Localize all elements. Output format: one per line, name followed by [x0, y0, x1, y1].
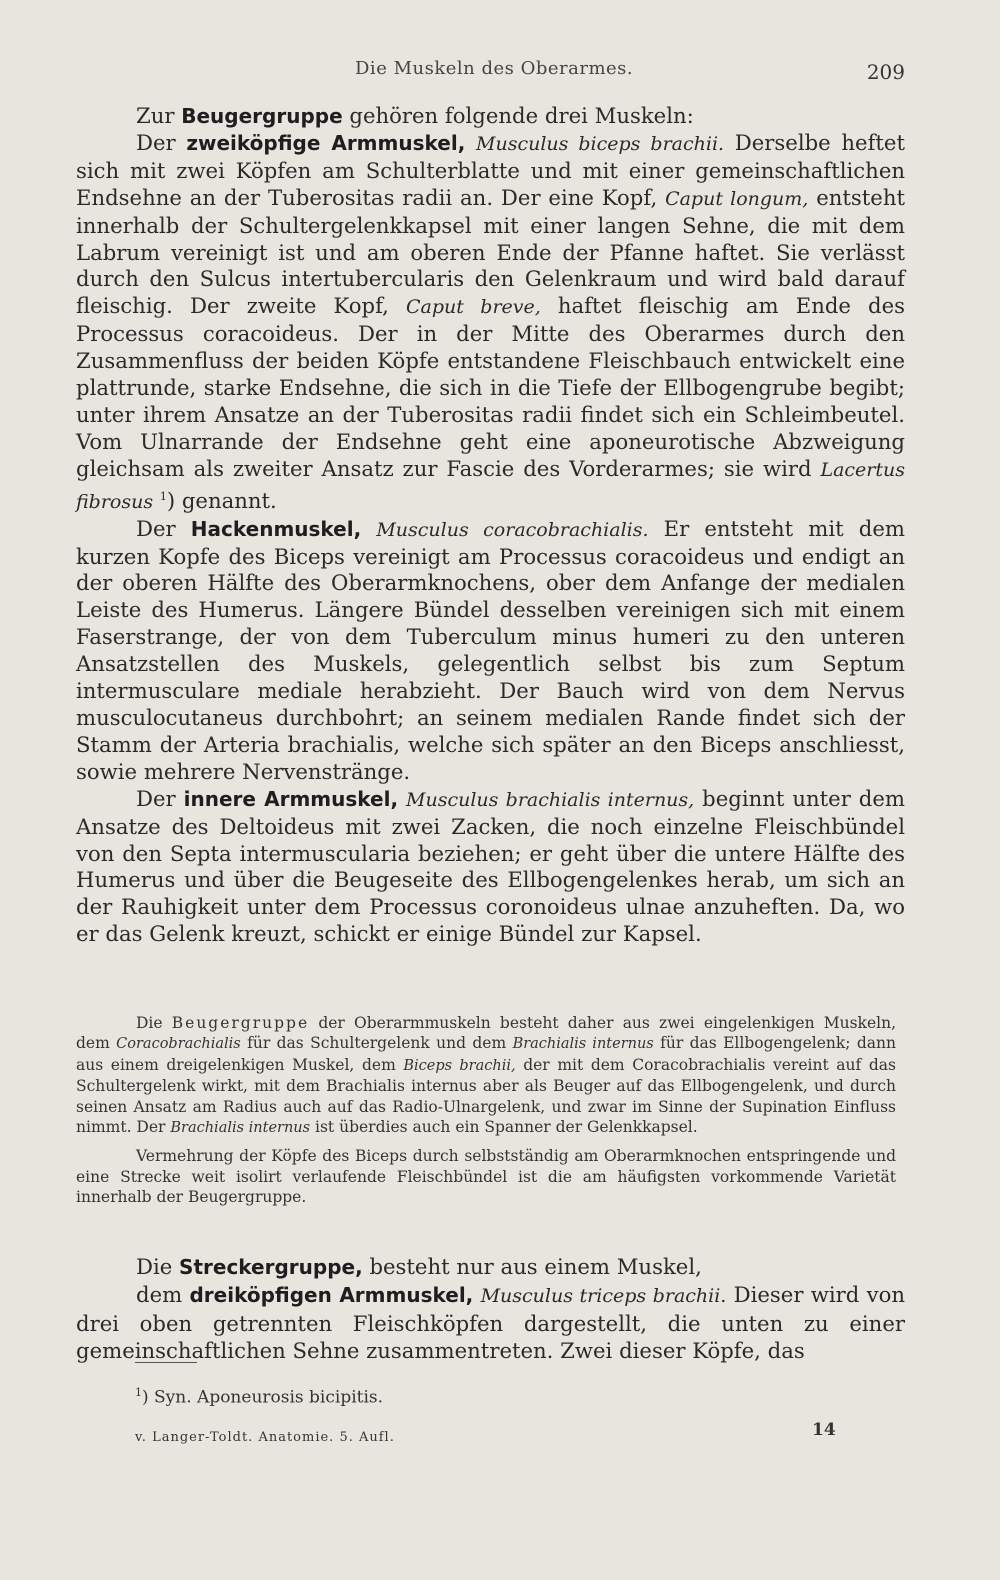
text-run: für das Schultergelenk und dem — [240, 1034, 513, 1053]
latin-term: Biceps brachii, — [403, 1057, 516, 1074]
text-run: für das Ellbogengelenk; dann aus einem dreigelenkigen Muskel, dem — [76, 1034, 897, 1074]
section-streckergruppe — [76, 1253, 905, 1364]
paragraph-biceps — [76, 130, 905, 516]
text-run: ist überdies auch ein Spanner der Gelenkkapsel. — [310, 1118, 698, 1137]
text-run: Zur — [136, 103, 182, 128]
text-run: Er entsteht mit dem kurzen Kopfe des Biceps vereinigt am Processus coracoideus und endigt an der oberen Hälfte des Oberarmknochens, ober dem Anfange der medialen Leiste des Humerus. Längere Bündel desselben vereinigen sich mit einem Faserstrange, der von dem Tuberculum minus humeri zu den unteren Ansatzstellen des Muskels, gelegentlich selbst bis zum Septum intermusculare mediale herabzieht. Der Bauch wird von dem Nervus musculocutaneus durchbohrt; an seinem medialen Rande findet sich der Stamm der Arteria brachialis, welche sich später an den Biceps anschliesst, sowie mehrere Nervenstränge. — [76, 515, 905, 784]
footnote-ref[interactable]: 1 — [159, 489, 167, 503]
text-run: Der — [136, 129, 187, 155]
latin-term: Coracobrachialis — [116, 1036, 241, 1053]
latin-term: Brachialis internus — [170, 1120, 311, 1137]
note-beugergruppe-summary — [76, 1013, 896, 1138]
footnote-mark: 1 — [135, 1386, 142, 1399]
latin-term: Caput breve, — [405, 296, 541, 319]
text-run: beginnt unter dem Ansatze des Deltoideus mit zwei Zacken, die noch einzelne Fleischbündel von den Septa intermuscularia beziehen; er geht über die untere Hälfte des Humerus und über die Beugeseite des Ellbogengelenkes herab, um sich an der Rauhigkeit unter dem Processus coronoideus ulnae anzuheften. Da, wo er das Gelenk kreuzt, schickt er einige Bündel zur Kapsel. — [76, 785, 905, 947]
latin-term: Musculus biceps brachii. — [476, 132, 725, 155]
small-print-notes — [76, 1013, 896, 1216]
spaced-term: Beugergruppe — [171, 1014, 310, 1032]
running-title: Die Muskeln des Oberarmes. — [355, 58, 634, 79]
heading-coracobrachialis: Hackenmuskel, — [190, 516, 362, 541]
text-run: Die — [136, 1014, 172, 1032]
latin-term: Musculus brachialis internus, — [406, 788, 695, 811]
text-run: Die — [136, 1254, 180, 1279]
latin-term: Brachialis internus — [512, 1036, 654, 1053]
heading-streckergruppe: Streckergruppe, — [179, 1255, 363, 1279]
text-run: besteht nur aus einem Muskel, — [362, 1254, 702, 1279]
heading-brachialis: innere Armmuskel, — [183, 786, 399, 811]
text-run: Der — [136, 515, 191, 541]
text-run: Dieser wird von drei oben getrennten Fleischköpfen dargestellt, die unten zu einer gemeinschaftlichen Sehne zusammentreten. Zwei dieser Köpfe, das — [76, 1282, 905, 1363]
page-number: 209 — [866, 60, 905, 84]
signature-mark: 14 — [812, 1420, 836, 1440]
paragraph-brachialis — [76, 786, 905, 948]
paragraph-coracobrachialis — [76, 516, 905, 786]
paragraph-beugergruppe-intro — [76, 103, 905, 130]
text-run: haftet fleischig am Ende des Processus coracoideus. Der in der Mitte des Oberarmes durch den Zusammenfluss der beiden Köpfe entstandene Fleischbauch entwickelt eine plattrunde, starke Endsehne, die sich in die Tiefe der Ellbogengrube begibt; unter ihrem Ansatze an der Tuberositas radii findet sich ein Schleimbeutel. Vom Ulnarrande der Endsehne geht eine aponeurotische Abzweigung gleichsam als zweiter Ansatz zur Fascie des Vorderarmes; sie wird — [76, 293, 905, 481]
main-text — [76, 103, 905, 948]
footnote-text: ) Syn. Aponeurosis bicipitis. — [142, 1387, 384, 1408]
imprint-line: v. Langer-Toldt. Anatomie. 5. Aufl. — [135, 1430, 395, 1445]
heading-biceps: zweiköpfige Armmuskel, — [186, 130, 466, 155]
paragraph-streckergruppe-intro — [76, 1253, 905, 1281]
text-run: gehören folgende drei Muskeln: — [342, 103, 694, 128]
text-run: Der — [136, 785, 184, 811]
text-run: dem — [136, 1282, 190, 1307]
text-run: Derselbe heftet sich mit zwei Köpfen am Schulterblatte und mit einer gemeinschaftlichen Endsehne an der Tuberositas radii an. Der eine Kopf, — [76, 129, 905, 210]
note-variation: Vermehrung der Köpfe des Biceps durch selbstständig am Oberarmknochen entspringende und eine Strecke weit isolirt verlaufende Fleischbündel ist die am häufigsten vorkommende Varietät innerhalb der Beugergruppe. — [76, 1147, 896, 1207]
footnote — [135, 1386, 383, 1408]
text-run: der Oberarmmuskeln besteht daher aus zwei eingelenkigen Muskeln, dem — [76, 1014, 896, 1053]
heading-beugergruppe: Beugergruppe — [181, 104, 343, 128]
latin-term: Musculus triceps brachii. — [480, 1285, 727, 1307]
heading-triceps: dreiköpfigen Armmuskel, — [189, 1283, 474, 1307]
running-head — [0, 52, 1000, 84]
text-run: der mit dem Coracobrachialis vereint auf das Schultergelenk wirkt, mit dem Brachialis internus aber als Beuger auf das Ellbogengelenk, und durch seinen Ansatz am Radius auch auf das Radio-Ulnargelenk, und zwar im Sinne der Supination Einfluss nimmt. Der — [76, 1055, 896, 1137]
latin-term: Musculus coracobrachialis. — [376, 518, 649, 541]
text-run: ) genannt. — [166, 487, 277, 513]
latin-term: Lacertus fibrosus — [76, 458, 905, 513]
text-run: entsteht innerhalb der Schultergelenkkapsel mit einer langen Sehne, die mit dem Labrum vereinigt ist und am oberen Ende der Pfanne haftet. Sie verlässt durch den Sulcus intertubercularis den Gelenkraum und wird bald darauf fleischig. Der zweite Kopf, — [76, 184, 905, 319]
footnote-divider — [135, 1362, 197, 1363]
paragraph-triceps — [76, 1281, 905, 1364]
latin-term: Caput longum, — [665, 187, 809, 210]
